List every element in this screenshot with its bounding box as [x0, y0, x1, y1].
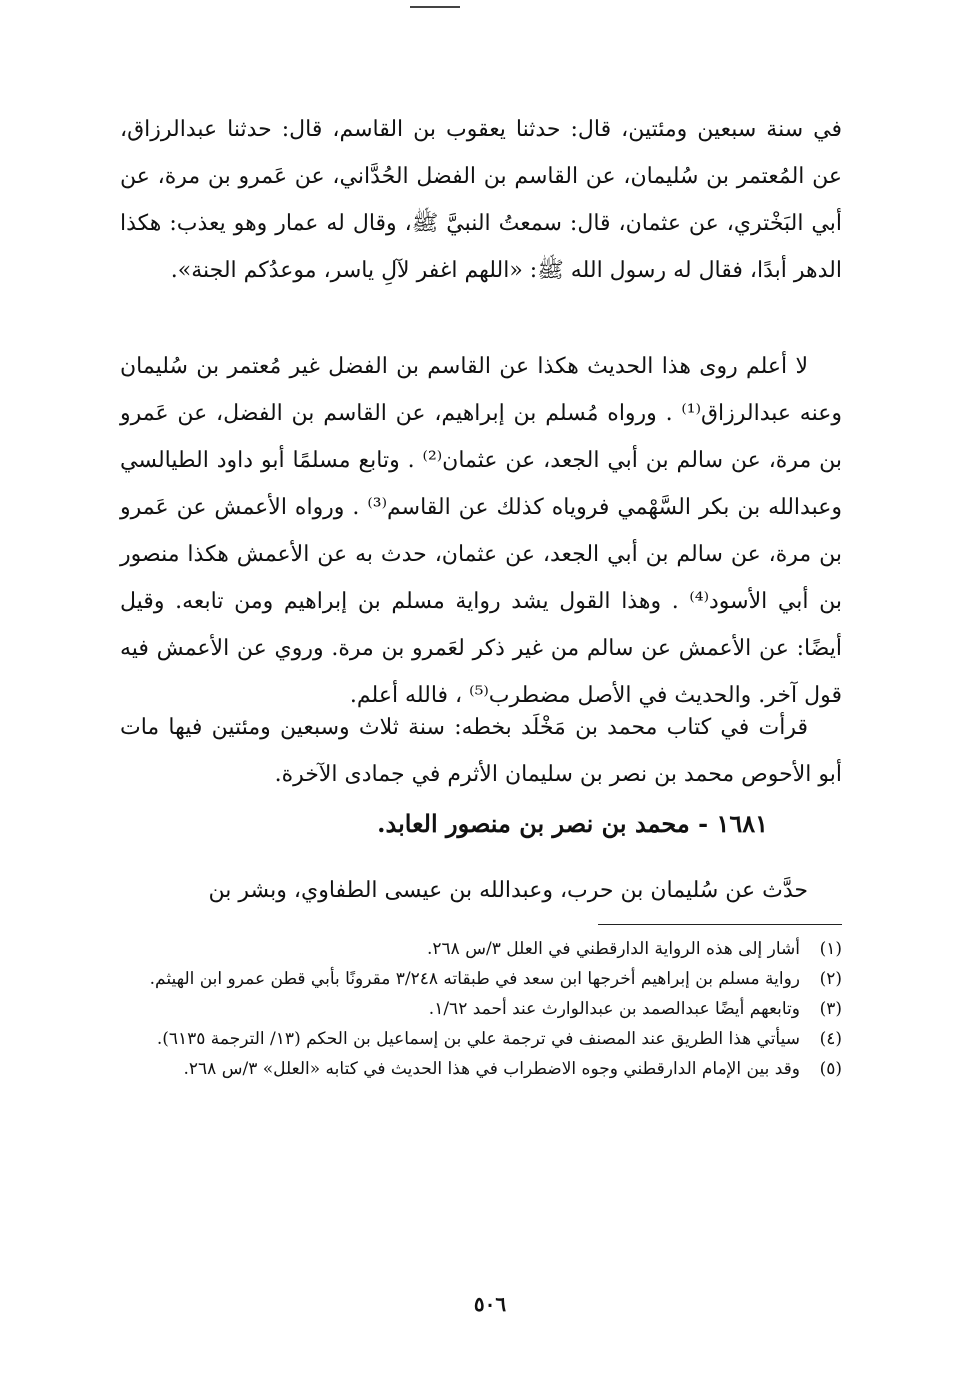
paragraph-hadith: في سنة سبعين ومئتين، قال: حدثنا يعقوب بن القاسم، قال: حدثنا عبدالرزاق، عن المُعتمر بن سُليمان، عن القاسم بن الفضل الحُدَّاني، عن عَمرو بن مرة، عن أبي البَخْتري، عن عثمان، قال: سمعتُ النبيَّ ﷺ، وقال له عمار وهو يعذب: هكذا الدهر أبدًا، فقال له رسول الله ﷺ: «اللهم اغفر لآلِ ياسر، موعدُكم الجنة». [120, 117, 842, 283]
page-number: ٥٠٦ [473, 1292, 507, 1316]
paragraph-commentary: لا أعلم روى هذا الحديث هكذا عن القاسم بن الفضل غير مُعتمر بن سُليمان وعنه عبدالرزاق⁽¹⁾ . ورواه مُسلم بن إبراهيم، عن القاسم بن الفضل، عن عَمرو بن مرة، عن سالم بن أبي الجعد، عن عثمان⁽²⁾ . وتابع مسلمًا أبو داود الطيالسي وعبدالله بن بكر السَّهْمي فروياه كذلك عن القاسم⁽³⁾ . ورواه الأعمش عن عَمرو بن مرة، عن سالم بن أبي الجعد، عن عثمان، حدث به عن الأعمش هكذا منصور بن أبي الأسود⁽⁴⁾ . وهذا القول يشد رواية مسلم بن إبراهيم ومن تابعه. وقيل أيضًا: عن الأعمش عن سالم من غير ذكر لعَمرو بن مرة. وروي عن الأعمش فيه قول آخر. والحديث في الأصل مضطرب⁽⁵⁾ ، فالله أعلم. [120, 354, 842, 708]
paragraph-entry-start: حدَّث عن سُليمان بن حرب، وعبدالله بن عيسى الطفاوي، وبشر بن [208, 878, 808, 903]
footnote-number: (٥) [819, 1059, 842, 1079]
footnote-text: رواية مسلم بن إبراهيم أخرجها ابن سعد في طبقاته ٣/٢٤٨ مقرونًا بأبي قطن عمرو ابن الهيثم. [149, 969, 800, 989]
footnote-number: (١) [819, 939, 842, 959]
footnotes [120, 934, 842, 1084]
footnote-5 [120, 1054, 842, 1084]
footnote-text: أشار إلى هذه الرواية الدارقطني في العلل ٣/س ٢٦٨. [427, 939, 800, 959]
page-top-mark [410, 6, 460, 8]
footnote-2 [120, 964, 842, 994]
paragraph-death-note: قرأت في كتاب محمد بن مَخْلَد بخطه: سنة ثلاث وسبعين ومئتين فيها مات أبو الأحوص محمد بن نصر بن سليمان الأثرم في جمادى الآخرة. [120, 715, 842, 787]
footnote-3 [120, 994, 842, 1024]
footnote-text: سيأتي هذا الطريق عند المصنف في ترجمة علي بن إسماعيل بن الحكم (١٣/ الترجمة ٦١٣٥). [156, 1029, 800, 1049]
footnote-number: (٢) [819, 969, 842, 989]
footnote-text: وتابعهم أيضًا عبدالصمد بن عبدالوارث عند أحمد ١/٦٢. [428, 999, 800, 1019]
entry-heading: ١٦٨١ - محمد بن نصر بن منصور العابد. [377, 809, 768, 838]
footnote-1 [120, 934, 842, 964]
footnote-text: وقد بين الإمام الدارقطني وجوه الاضطراب في هذا الحديث في كتابه «العلل» ٣/س ٢٦٨. [183, 1059, 800, 1079]
footnote-separator [598, 924, 842, 925]
footnote-4 [120, 1024, 842, 1054]
footnote-number: (٣) [819, 999, 842, 1019]
footnote-number: (٤) [819, 1029, 842, 1049]
